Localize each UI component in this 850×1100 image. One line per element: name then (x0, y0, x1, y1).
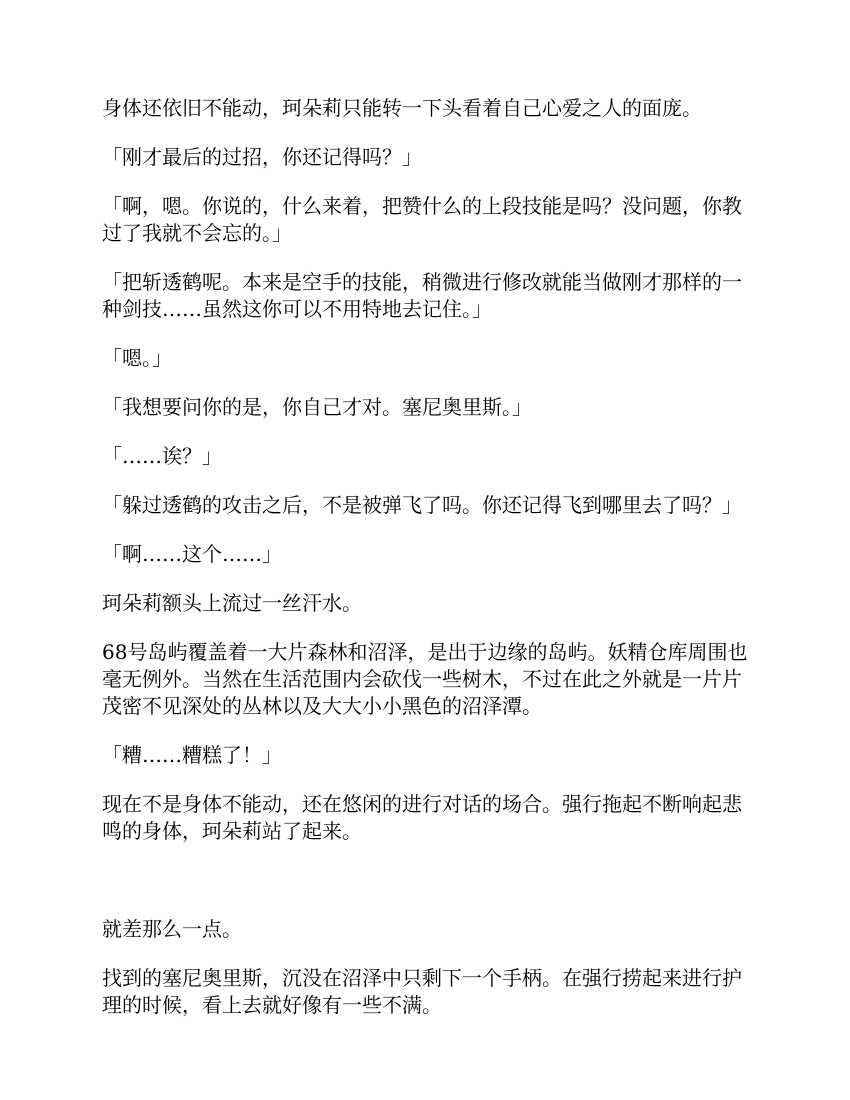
paragraph-15: 找到的塞尼奥里斯，沉没在沼泽中只剩下一个手柄。在强行捞起来进行护理的时候，看上去就好像有一些不满。 (102, 966, 742, 1017)
paragraph-7: 「……诶？」 (102, 444, 222, 468)
paragraph-1: 身体还依旧不能动，珂朵莉只能转一下头看着自己心爱之人的面庞。 (102, 96, 702, 120)
paragraph-11: 68号岛屿覆盖着一大片森林和沼泽，是出于边缘的岛屿。妖精仓库周围也毫无例外。当然在生活范围内会砍伐一些树木，不过在此之外就是一片片茂密不见深处的丛林以及大大小小黑色的沼泽潭。 (102, 640, 748, 718)
paragraph-2: 「刚才最后的过招，你还记得吗？」 (102, 145, 422, 169)
paragraph-3: 「啊，嗯。你说的，什么来着，把赞什么的上段技能是吗？没问题，你教过了我就不会忘的。」 (102, 194, 742, 245)
paragraph-12: 「糟……糟糕了！」 (102, 743, 282, 767)
paragraph-9: 「啊……这个……」 (102, 542, 282, 566)
paragraph-6: 「我想要问你的是，你自己才对。塞尼奥里斯。」 (102, 395, 532, 419)
paragraph-5: 「嗯。」 (102, 346, 172, 370)
paragraph-8: 「躲过透鹤的攻击之后，不是被弹飞了吗。你还记得飞到哪里去了吗？」 (102, 493, 742, 517)
paragraph-14: 就差那么一点。 (102, 917, 242, 941)
section-break (102, 867, 750, 916)
document-page (102, 95, 750, 1041)
paragraph-4: 「把斩透鹤呢。本来是空手的技能，稍微进行修改就能当做刚才那样的一种剑技……虽然这你可以不用特地去记住。」 (102, 270, 742, 321)
paragraph-13: 现在不是身体不能动，还在悠闲的进行对话的场合。强行拖起不断响起悲鸣的身体，珂朵莉站了起来。 (102, 792, 742, 843)
paragraph-10: 珂朵莉额头上流过一丝汗水。 (102, 591, 362, 615)
